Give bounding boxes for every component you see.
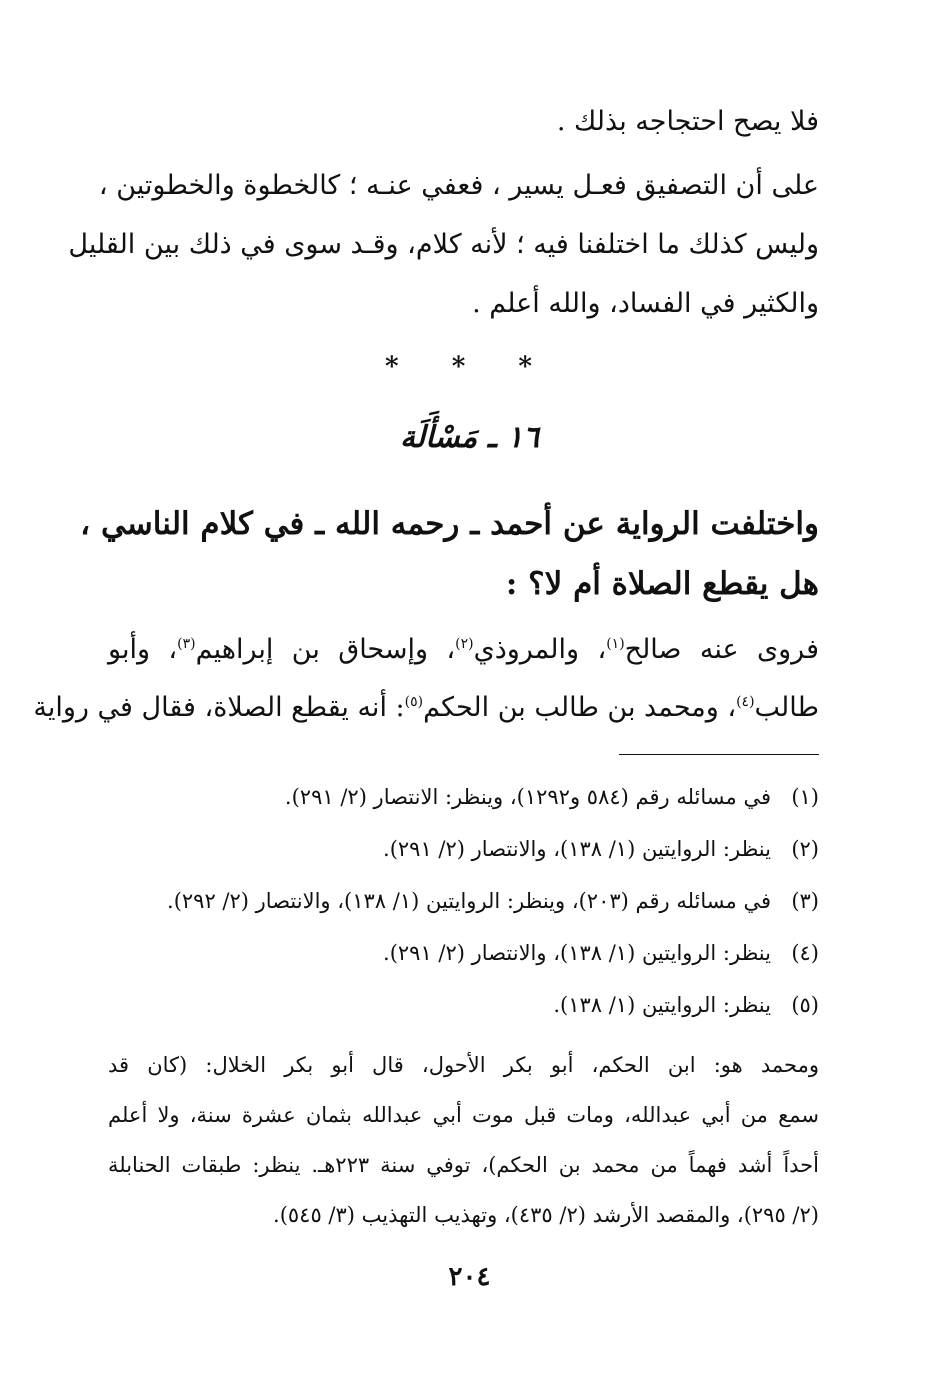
question-line: هل يقطع الصلاة أم لا؟ :	[505, 566, 819, 602]
text-run: ، وإسحاق بن إبراهيم	[195, 634, 456, 665]
footnote-text: ينظر: الروايتين (١/ ١٣٨).	[553, 993, 771, 1017]
footnote	[383, 837, 819, 861]
body-line: والكثير في الفساد، والله أعلم .	[472, 288, 819, 319]
footnote-number: (١)	[791, 785, 819, 809]
text-run: فروى عنه صالح	[624, 634, 819, 665]
footnote-divider	[619, 754, 819, 755]
footnote-continuation: (٢/ ٢٩٥)، والمقصد الأرشد (٢/ ٤٣٥)، وتهذيب التهذيب (٣/ ٥٤٥).	[273, 1203, 819, 1227]
question-line: واختلفت الرواية عن أحمد ـ رحمه الله ـ في كلام الناسي ،	[80, 506, 819, 542]
footnote-number: (٤)	[791, 941, 819, 965]
footnote-text: ينظر: الروايتين (١/ ١٣٨)، والانتصار (٢/ ٢٩١).	[383, 837, 771, 861]
footnote-ref[interactable]: (٤)	[736, 694, 755, 710]
footnote	[383, 941, 819, 965]
body-line: على أن التصفيق فعـل يسير ، فعفي عنـه ؛ كالخطوة والخطوتين ،	[98, 170, 819, 201]
footnote-number: (٥)	[791, 993, 819, 1017]
page-number: ٢٠٤	[448, 1262, 491, 1292]
footnote-continuation: سمع من أبي عبدالله، ومات قبل موت أبي عبدالله بثمان عشرة سنة، ولا أعلم	[108, 1103, 819, 1127]
footnote-ref[interactable]: (٣)	[177, 636, 196, 652]
body-line	[108, 636, 819, 663]
footnote-ref[interactable]: (١)	[606, 636, 625, 652]
footnote	[167, 889, 819, 913]
footnote-ref[interactable]: (٥)	[404, 694, 424, 710]
footnote-text: في مسائله رقم (٢٠٣)، وينظر: الروايتين (١/ ١٣٨)، والانتصار (٢/ ٢٩٢).	[167, 889, 771, 913]
body-line: فلا يصح احتجاجه بذلك .	[556, 106, 819, 137]
text-run: ، وأبو	[108, 634, 178, 665]
footnote-text: في مسائله رقم (٥٨٤ و١٢٩٢)، وينظر: الانتصار (٢/ ٢٩١).	[284, 785, 771, 809]
section-heading: ١٦ ـ مَسْأَلَة	[399, 420, 540, 455]
text-run: : أنه يقطع الصلاة، فقال في رواية	[33, 692, 405, 723]
footnote-ref[interactable]: (٢)	[455, 636, 474, 652]
text-run: طالب	[754, 692, 819, 723]
footnote-number: (٣)	[791, 889, 819, 913]
footnote	[553, 993, 819, 1017]
footnote-continuation: ومحمد هو: ابن الحكم، أبو بكر الأحول، قال أبو بكر الخلال: (كان قد	[108, 1053, 819, 1077]
section-separator: * * *	[385, 352, 554, 382]
footnote	[285, 785, 819, 809]
footnote-number: (٢)	[791, 837, 819, 861]
footnote-continuation: أحداً أشد فهماً من محمد بن الحكم)، توفي سنة ٢٢٣هـ. ينظر: طبقات الحنابلة	[108, 1153, 819, 1177]
body-line	[33, 692, 819, 723]
text-run: ، والمروذي	[473, 634, 607, 665]
body-line: وليس كذلك ما اختلفنا فيه ؛ لأنه كلام، وقـد سوى في ذلك بين القليل	[68, 229, 819, 260]
footnote-text: ينظر: الروايتين (١/ ١٣٨)، والانتصار (٢/ ٢٩١).	[383, 941, 771, 965]
text-run: ، ومحمد بن طالب بن الحكم	[423, 692, 737, 723]
